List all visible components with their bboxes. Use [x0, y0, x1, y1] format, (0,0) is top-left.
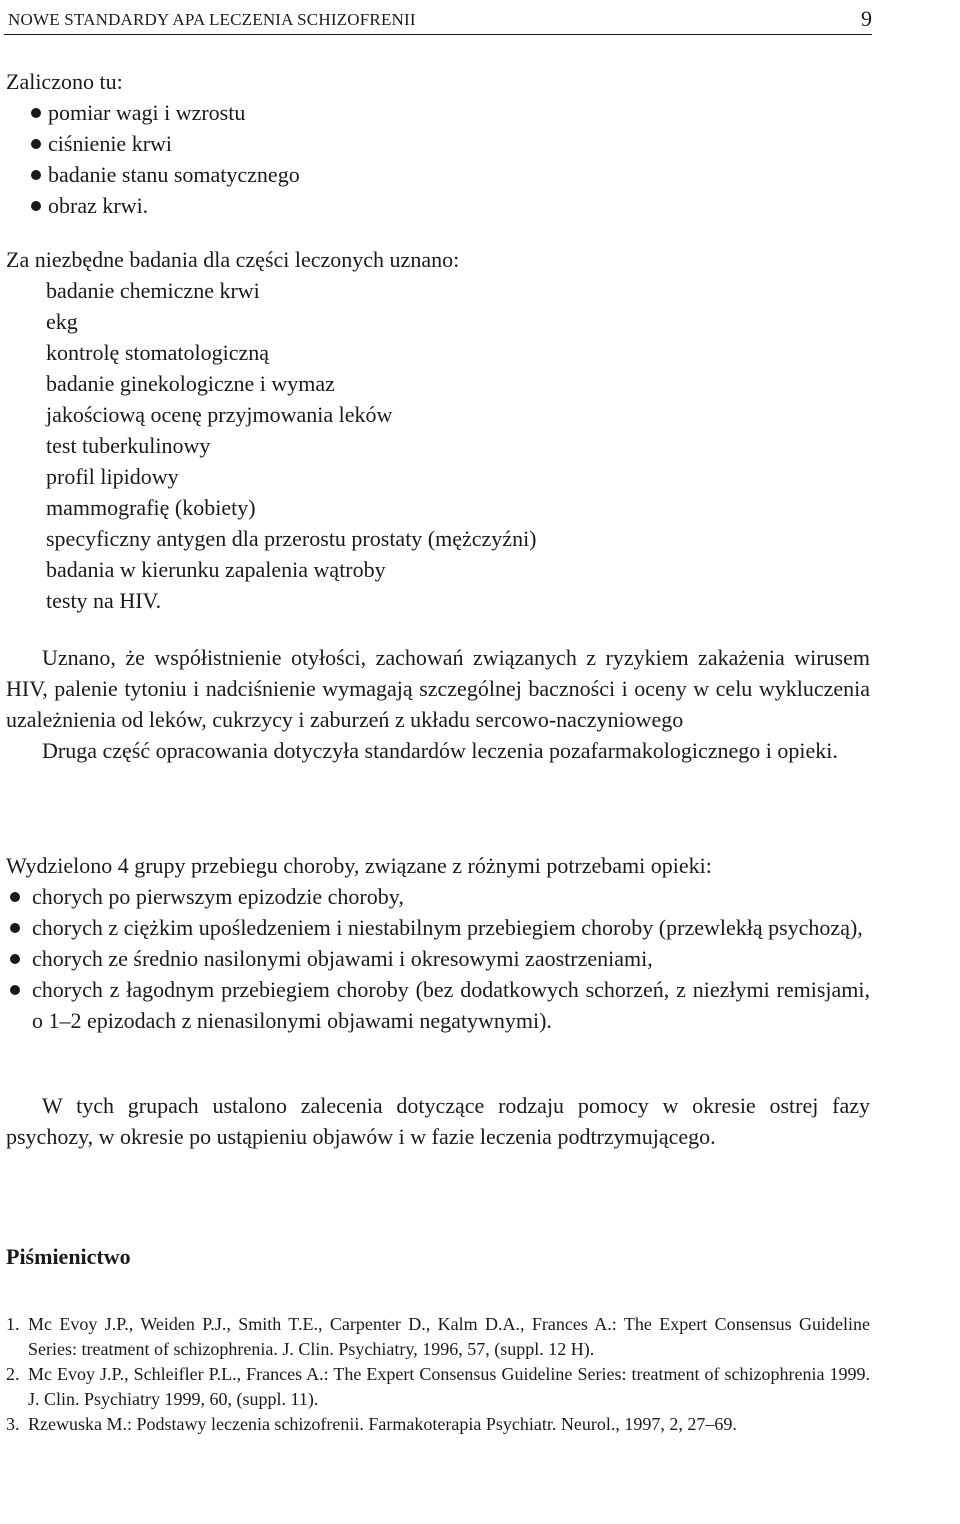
reference-number: 3.	[6, 1414, 20, 1434]
paragraph: Uznano, że współistnienie otyłości, zachowań związanych z ryzykiem zakażenia wirusem HIV, palenie tytoniu i nadciśnienie wymagają szczególnej baczności i oceny w celu wykluczenia uzależnienia od leków, cukrzycy i zaburzeń z układu sercowo-naczyniowego	[6, 645, 870, 732]
list-item: kontrolę stomatologiczną	[46, 340, 269, 365]
section-required-tests	[6, 244, 870, 616]
reference-item	[6, 1362, 870, 1412]
bullet-icon	[10, 954, 20, 964]
reference-number: 2.	[6, 1364, 20, 1384]
list-item: chorych z łagodnym przebiegiem choroby (bez dodatkowych schorzeń, z niezłymi remisjami, o 1–2 epizodach z nienasilonymi objawami negatywnymi).	[6, 974, 870, 1036]
section-intro: Zaliczono tu:	[6, 69, 123, 94]
list-item: chorych ze średnio nasilonymi objawami i okresowymi zaostrzeniami,	[6, 943, 870, 974]
running-header	[4, 6, 872, 35]
running-header-title: NOWE STANDARDY APA LECZENIA SCHIZOFRENII	[8, 10, 416, 29]
list-item: specyficzny antygen dla przerostu prostaty (mężczyźni)	[46, 526, 537, 551]
list-item: badanie chemiczne krwi	[46, 278, 260, 303]
page-number: 9	[861, 6, 872, 31]
references-list	[6, 1312, 870, 1437]
section-intro: Wydzielono 4 grupy przebiegu choroby, związane z różnymi potrzebami opieki:	[6, 853, 712, 878]
bullet-icon	[31, 170, 41, 180]
reference-item	[6, 1412, 870, 1437]
reference-item	[6, 1312, 870, 1362]
reference-text: Mc Evoy J.P., Weiden P.J., Smith T.E., Carpenter D., Kalm D.A., Frances A.: The Expert Consensus Guideline Series: treatment of schizophrenia. J. Clin. Psychiatry, 1996, 57, (suppl. 12 H).	[28, 1314, 870, 1359]
list-item: pomiar wagi i wzrostu	[6, 97, 870, 128]
list-item: mammografię (kobiety)	[46, 495, 256, 520]
paragraph: Druga część opracowania dotyczyła standardów leczenia pozafarmakologicznego i opieki.	[42, 738, 838, 763]
section-intro: Za niezbędne badania dla części leczonych uznano:	[6, 247, 460, 272]
bullet-icon	[31, 139, 41, 149]
list-item: badanie stanu somatycznego	[6, 159, 870, 190]
list-item: badanie ginekologiczne i wymaz	[46, 371, 335, 396]
bullet-icon	[31, 108, 41, 118]
list-item: chorych po pierwszym epizodzie choroby,	[6, 881, 870, 912]
section-included-tests	[6, 66, 870, 221]
plain-list	[6, 275, 870, 616]
list-item: chorych z ciężkim upośledzeniem i niestabilnym przebiegiem choroby (przewlekłą psychozą),	[6, 912, 870, 943]
list-item: ekg	[46, 309, 78, 334]
list-item: ciśnienie krwi	[6, 128, 870, 159]
list-item: obraz krwi.	[6, 190, 870, 221]
list-item: jakościową ocenę przyjmowania leków	[46, 402, 393, 427]
list-item: badania w kierunku zapalenia wątroby	[46, 557, 386, 582]
bullet-icon	[10, 892, 20, 902]
list-item: testy na HIV.	[46, 588, 162, 613]
bullet-icon	[10, 923, 20, 933]
references-heading: Piśmienictwo	[6, 1244, 131, 1269]
section-care-groups	[6, 850, 870, 1036]
section-risk-paragraphs	[6, 642, 870, 766]
reference-number: 1.	[6, 1314, 20, 1334]
reference-text: Mc Evoy J.P., Schleifler P.L., Frances A.: The Expert Consensus Guideline Series: treatment of schizophrenia 1999. J. Clin. Psychiatry 1999, 60, (suppl. 11).	[28, 1364, 870, 1409]
bullet-list	[6, 97, 870, 221]
section-recommendations	[6, 1090, 870, 1152]
list-item: profil lipidowy	[46, 464, 179, 489]
bullet-list	[6, 881, 870, 1036]
paragraph: W tych grupach ustalono zalecenia dotyczące rodzaju pomocy w okresie ostrej fazy psychozy, w okresie po ustąpieniu objawów i w fazie leczenia podtrzymującego.	[6, 1093, 870, 1149]
bullet-icon	[10, 985, 20, 995]
bullet-icon	[31, 201, 41, 211]
reference-text: Rzewuska M.: Podstawy leczenia schizofrenii. Farmakoterapia Psychiatr. Neurol., 1997, 2, 27–69.	[28, 1414, 737, 1434]
list-item: test tuberkulinowy	[46, 433, 211, 458]
